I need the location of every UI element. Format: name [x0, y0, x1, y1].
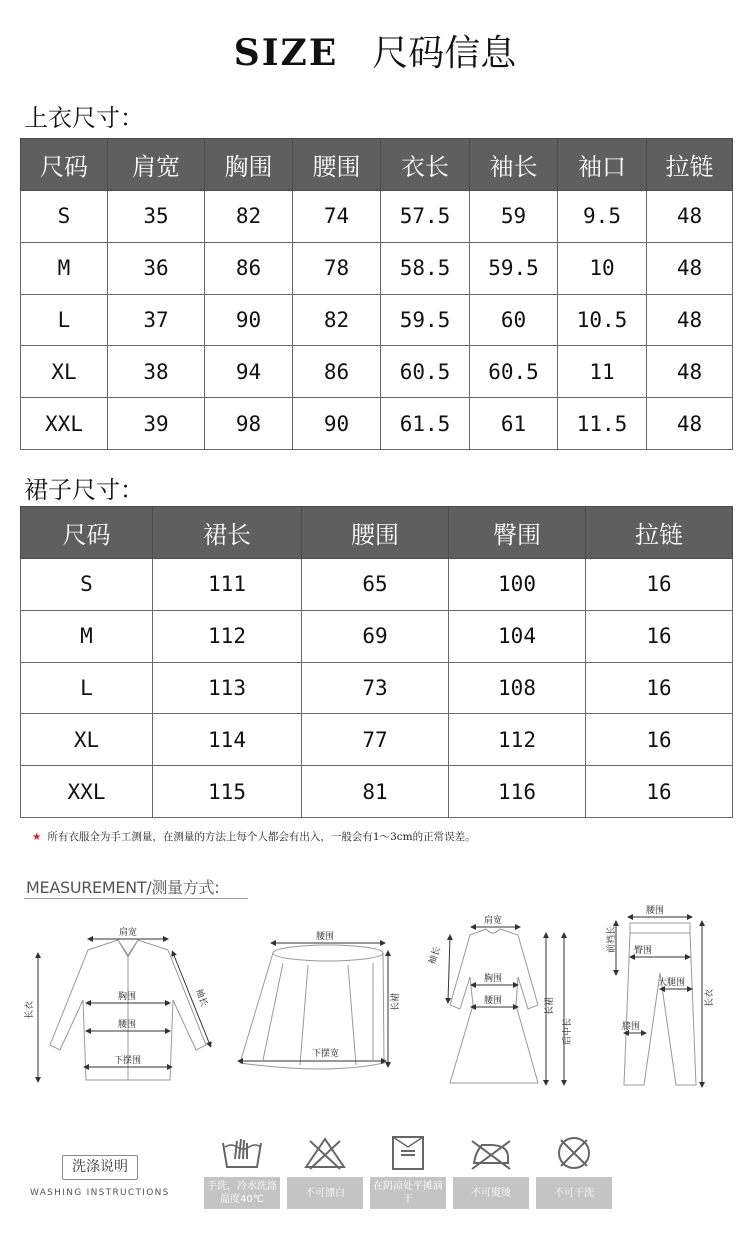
table-cell: L	[21, 294, 108, 346]
table-cell: 112	[153, 610, 302, 662]
table-row	[21, 294, 733, 346]
table-cell: 48	[647, 346, 733, 398]
table-cell: 59	[470, 191, 558, 243]
skirt-size-table	[20, 506, 733, 818]
hand-wash-icon	[204, 1133, 280, 1173]
table-cell: XL	[21, 346, 108, 398]
table-cell: 61.5	[381, 398, 470, 450]
header-cell: 胸围	[205, 139, 293, 191]
shirt-hem-label: 下摆围	[114, 1056, 142, 1066]
skirt-waist-label: 腰围	[316, 932, 335, 942]
wash-item-dry-flat	[370, 1133, 446, 1209]
table-cell: 16	[586, 662, 733, 714]
table-cell: 73	[302, 662, 449, 714]
table-cell: 11	[558, 346, 647, 398]
table-cell: 60.5	[381, 346, 470, 398]
table-cell: 81	[302, 766, 449, 818]
table-cell: 69	[302, 610, 449, 662]
no-dry-clean-icon	[536, 1133, 612, 1173]
table-cell: 35	[108, 191, 205, 243]
note-text: 所有衣服全为手工测量，在测量的方法上每个人都会有出入，一般会有1～3cm的正常误差。	[47, 831, 476, 843]
table-row	[21, 559, 733, 611]
table-cell: 10	[558, 242, 647, 294]
header-cell: 尺码	[21, 139, 108, 191]
table-cell: M	[21, 242, 108, 294]
pants-hip-label: 臀围	[634, 946, 653, 956]
dress-back-label: 后中长	[563, 1017, 573, 1045]
pants-thigh-label: 大腿围	[658, 978, 686, 988]
wash-item-label: 不可漂白	[287, 1177, 363, 1209]
washing-title-badge: 洗涤说明	[62, 1155, 138, 1180]
header-cell: 袖口	[558, 139, 647, 191]
table-row	[21, 714, 733, 766]
washing-title-en: WASHING INSTRUCTIONS	[30, 1188, 170, 1198]
top-size-label: 上衣尺寸：	[24, 104, 144, 132]
wash-item-no-dry-clean	[536, 1133, 612, 1209]
dress-chest-label: 胸围	[484, 974, 503, 984]
table-header-row	[21, 507, 733, 559]
skirt-hem-label: 下摆宽	[312, 1049, 340, 1059]
table-row	[21, 346, 733, 398]
top-size-table	[20, 138, 733, 450]
table-row	[21, 662, 733, 714]
table-cell: S	[21, 559, 153, 611]
page-title-zh: 尺码信息	[372, 33, 517, 74]
table-cell: 48	[647, 398, 733, 450]
pants-rise-label: 前裆长	[607, 925, 617, 953]
no-bleach-icon	[287, 1133, 363, 1173]
wash-item-no-iron	[453, 1133, 529, 1209]
table-cell: 9.5	[558, 191, 647, 243]
header-cell: 臀围	[449, 507, 586, 559]
page-title-en: SIZE	[233, 32, 339, 74]
table-cell: 82	[205, 191, 293, 243]
table-cell: 65	[302, 559, 449, 611]
skirt-size-label: 裙子尺寸：	[24, 476, 144, 504]
table-cell: 90	[293, 398, 381, 450]
measurement-diagrams	[18, 895, 738, 1105]
table-row	[21, 398, 733, 450]
header-cell: 肩宽	[108, 139, 205, 191]
wash-item-label: 不可干洗	[536, 1177, 612, 1209]
pants-length-label: 长衣	[705, 988, 715, 1007]
table-cell: 108	[449, 662, 586, 714]
dress-diagram	[450, 929, 538, 1083]
shirt-sleeve-label: 袖长	[193, 987, 209, 1008]
table-cell: 57.5	[381, 191, 470, 243]
skirt-length-label: 长裙	[391, 992, 401, 1011]
table-cell: 112	[449, 714, 586, 766]
table-cell: 39	[108, 398, 205, 450]
table-row	[21, 242, 733, 294]
table-cell: 86	[205, 242, 293, 294]
table-cell: 48	[647, 242, 733, 294]
table-row	[21, 191, 733, 243]
table-row	[21, 766, 733, 818]
header-cell: 拉链	[647, 139, 733, 191]
table-cell: L	[21, 662, 153, 714]
table-cell: 16	[586, 714, 733, 766]
table-cell: 100	[449, 559, 586, 611]
table-cell: 16	[586, 766, 733, 818]
dry-flat-icon	[370, 1133, 446, 1173]
wash-item-label: 不可熨烫	[453, 1177, 529, 1209]
table-cell: 16	[586, 610, 733, 662]
table-cell: 10.5	[558, 294, 647, 346]
shirt-chest-label: 胸围	[118, 992, 137, 1002]
table-cell: 115	[153, 766, 302, 818]
table-cell: 38	[108, 346, 205, 398]
shirt-shoulder-label: 肩宽	[119, 928, 138, 938]
table-cell: 58.5	[381, 242, 470, 294]
header-cell: 拉链	[586, 507, 733, 559]
table-cell: 61	[470, 398, 558, 450]
dress-shoulder-label: 肩宽	[484, 916, 503, 926]
dress-sleeve-label: 袖长	[427, 945, 443, 967]
table-cell: XL	[21, 714, 153, 766]
table-cell: 116	[449, 766, 586, 818]
wash-item-label: 手洗，冷水洗涤温度40℃	[204, 1177, 280, 1209]
table-header-row	[21, 139, 733, 191]
header-cell: 裙长	[153, 507, 302, 559]
table-cell: 77	[302, 714, 449, 766]
table-cell: 60	[470, 294, 558, 346]
table-cell: 113	[153, 662, 302, 714]
table-cell: 94	[205, 346, 293, 398]
no-iron-icon	[453, 1133, 529, 1173]
table-cell: 104	[449, 610, 586, 662]
header-cell: 袖长	[470, 139, 558, 191]
header-cell: 腰围	[302, 507, 449, 559]
table-cell: 78	[293, 242, 381, 294]
wash-item-label: 在阴凉处平摊滴干	[370, 1177, 446, 1209]
table-cell: 11.5	[558, 398, 647, 450]
pants-waist-label: 腰围	[646, 906, 665, 916]
table-cell: 98	[205, 398, 293, 450]
header-cell: 腰围	[293, 139, 381, 191]
wash-item-no-bleach	[287, 1133, 363, 1209]
table-cell: 90	[205, 294, 293, 346]
page-title	[0, 32, 750, 75]
table-cell: M	[21, 610, 153, 662]
table-cell: 82	[293, 294, 381, 346]
table-cell: S	[21, 191, 108, 243]
table-cell: 59.5	[470, 242, 558, 294]
header-cell: 衣长	[381, 139, 470, 191]
table-cell: 74	[293, 191, 381, 243]
table-cell: 60.5	[470, 346, 558, 398]
table-cell: XXL	[21, 766, 153, 818]
table-cell: 48	[647, 294, 733, 346]
table-cell: 59.5	[381, 294, 470, 346]
pants-knee-label: 膝围	[622, 1022, 641, 1032]
header-cell: 尺码	[21, 507, 153, 559]
table-cell: 111	[153, 559, 302, 611]
table-cell: XXL	[21, 398, 108, 450]
shirt-length-label: 长衣	[25, 1000, 35, 1019]
table-cell: 16	[586, 559, 733, 611]
shirt-waist-label: 腰围	[118, 1020, 137, 1030]
table-cell: 37	[108, 294, 205, 346]
measurement-note	[32, 829, 476, 844]
star-icon: ★	[32, 831, 42, 843]
table-cell: 36	[108, 242, 205, 294]
table-cell: 86	[293, 346, 381, 398]
dress-length-label: 长裙	[545, 996, 555, 1015]
table-cell: 114	[153, 714, 302, 766]
dress-waist-label: 腰围	[484, 996, 503, 1006]
measurement-title: MEASUREMENT/测量方式:	[26, 878, 220, 897]
table-row	[21, 610, 733, 662]
wash-item-hand-wash	[204, 1133, 280, 1209]
table-cell: 48	[647, 191, 733, 243]
